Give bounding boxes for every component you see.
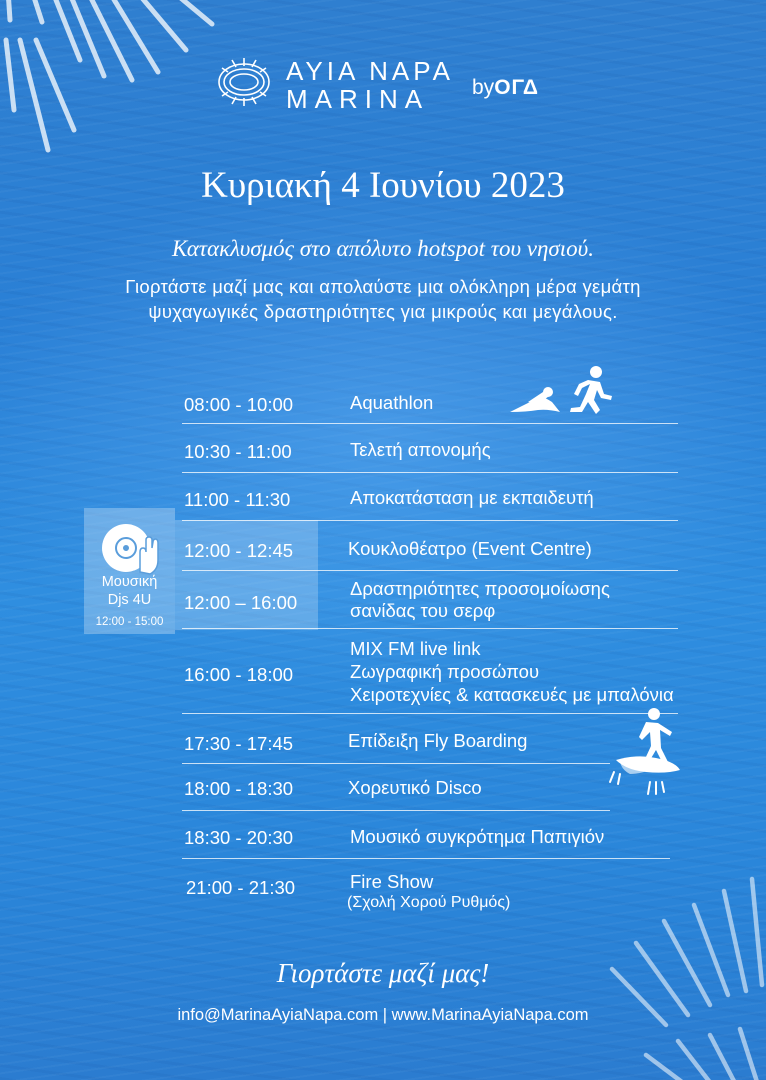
brand-name-line1: ΑΥΙΑ ΝΑΡΑ bbox=[286, 56, 454, 86]
dj-label-line1: Μουσική bbox=[101, 574, 158, 590]
event-tagline: Κατακλυσμός στο απόλυτο hotspot του νησιού. bbox=[172, 236, 594, 261]
dj-box bbox=[84, 508, 175, 634]
by-prefix: by bbox=[472, 76, 495, 99]
schedule-time: 12:00 - 12:45 bbox=[184, 540, 294, 561]
event-intro bbox=[40, 274, 726, 324]
brand-name-line2: MARINA bbox=[286, 84, 430, 114]
by-company: ΟΓΔ bbox=[494, 76, 539, 99]
contact-info: info@MarinaAyiaNapa.com | www.MarinaAyiaNapa.com bbox=[177, 1006, 589, 1024]
schedule-time: 08:00 - 10:00 bbox=[184, 394, 294, 415]
schedule-divider bbox=[182, 628, 678, 629]
schedule-activity: Κουκλοθέατρο (Event Centre) bbox=[348, 538, 592, 559]
event-date: Κυριακή 4 Ιουνίου 2023 bbox=[201, 165, 565, 206]
schedule-activity: Fire Show bbox=[350, 871, 434, 892]
schedule-divider bbox=[182, 713, 678, 714]
dj-label-line2: Djs 4U bbox=[107, 592, 152, 608]
intro-line: Γιορτάστε μαζί μας και απολαύστε μια ολόκληρη μέρα γεμάτη bbox=[125, 276, 641, 297]
dj-time: 12:00 - 15:00 bbox=[95, 616, 164, 628]
schedule-divider bbox=[182, 570, 678, 571]
schedule-time: 18:00 - 18:30 bbox=[184, 778, 294, 799]
schedule-time: 18:30 - 20:30 bbox=[184, 827, 294, 848]
turntable-hand-icon bbox=[100, 518, 160, 578]
schedule-divider bbox=[182, 858, 670, 859]
schedule-activity: MIX FM live link bbox=[350, 638, 481, 659]
schedule-activity: Αποκατάσταση με εκπαιδευτή bbox=[350, 487, 594, 508]
intro-line: ψυχαγωγικές δραστηριότητες για μικρούς και μεγάλους. bbox=[148, 301, 618, 322]
schedule-activity-line2: σανίδας του σερφ bbox=[350, 600, 496, 621]
brand-logo bbox=[216, 54, 556, 114]
schedule-time: 21:00 - 21:30 bbox=[186, 877, 296, 898]
sun-rays-logo-icon bbox=[216, 54, 272, 110]
brand-byline bbox=[472, 76, 539, 100]
schedule-activity: Μουσικό συγκρότημα Παπιγιόν bbox=[350, 826, 605, 847]
schedule-activity: Επίδειξη Fly Boarding bbox=[348, 730, 528, 751]
swim-run-icon bbox=[508, 362, 612, 422]
schedule-activity-line2: (Σχολή Χορού Ρυθμός) bbox=[347, 894, 511, 911]
schedule-divider bbox=[182, 763, 610, 764]
schedule-divider bbox=[182, 810, 610, 811]
schedule-activity-line2: Ζωγραφική προσώπου bbox=[350, 661, 540, 682]
schedule-time: 17:30 - 17:45 bbox=[184, 733, 294, 754]
schedule-activity: Δραστηριότητες προσομοίωσης bbox=[350, 578, 610, 599]
schedule-activity: Τελετή απονομής bbox=[350, 439, 491, 460]
closing-message: Γιορτάστε μαζί μας! bbox=[276, 958, 490, 988]
schedule-activity: Χορευτικό Disco bbox=[348, 777, 482, 798]
schedule-activity-line3: Χειροτεχνίες & κατασκευές με μπαλόνια bbox=[350, 684, 674, 705]
schedule-time: 12:00 – 16:00 bbox=[184, 592, 298, 613]
sun-rays-decoration-top-left bbox=[0, 0, 230, 160]
schedule-divider bbox=[182, 472, 678, 473]
schedule-divider bbox=[182, 520, 678, 521]
schedule-time: 10:30 - 11:00 bbox=[184, 441, 292, 462]
schedule-time: 16:00 - 18:00 bbox=[184, 664, 294, 685]
schedule-divider bbox=[182, 423, 678, 424]
schedule-time: 11:00 - 11:30 bbox=[184, 489, 291, 510]
flyboard-icon bbox=[606, 702, 688, 802]
schedule-activity: Aquathlon bbox=[350, 392, 434, 413]
